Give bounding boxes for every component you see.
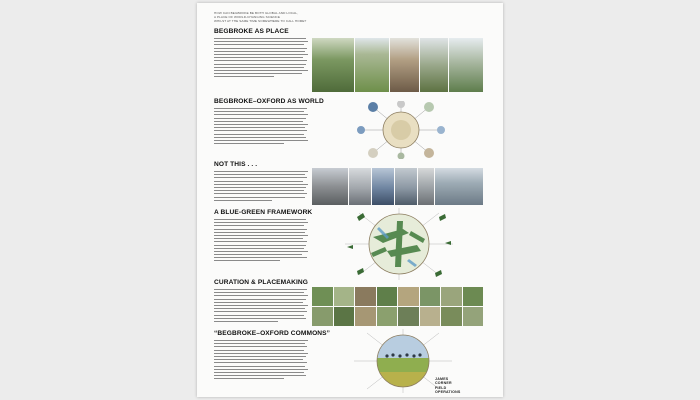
place-photo bbox=[355, 38, 389, 92]
place-photo bbox=[312, 38, 354, 92]
section-framework bbox=[214, 209, 313, 264]
section-title: CURATION & PLACEMAKING bbox=[214, 279, 309, 286]
section-curation bbox=[214, 279, 310, 324]
section-body bbox=[214, 108, 310, 144]
section-title: “BEGBROKE–OXFORD COMMONS” bbox=[214, 330, 331, 337]
section-world bbox=[214, 98, 324, 146]
framework-diagram bbox=[343, 207, 455, 281]
curation-photo bbox=[441, 287, 462, 306]
curation-photo bbox=[441, 307, 462, 326]
world-satellite-circle bbox=[368, 102, 378, 112]
intro-text bbox=[214, 11, 314, 23]
section-body bbox=[214, 219, 310, 261]
section-body bbox=[214, 38, 310, 77]
section-commons bbox=[214, 330, 331, 381]
intro-line: A PLACE OF WORLD-CHANGING SCIENCE bbox=[214, 15, 281, 19]
place-photo bbox=[390, 38, 420, 92]
not-this-photo bbox=[418, 168, 434, 205]
section-body bbox=[214, 340, 310, 379]
curation-photo bbox=[420, 287, 441, 306]
intro-line: HOW CAN BEGBROKE BE BOTH GLOBAL AND LOCAL, bbox=[214, 11, 299, 15]
not-this-photo bbox=[349, 168, 371, 205]
not-this-photo-strip bbox=[312, 168, 483, 205]
section-title: BEGBROKE AS PLACE bbox=[214, 28, 289, 35]
curation-photo bbox=[420, 307, 441, 326]
curation-photo bbox=[463, 287, 484, 306]
curation-photo bbox=[463, 307, 484, 326]
not-this-photo bbox=[312, 168, 348, 205]
curation-photo bbox=[312, 307, 333, 326]
section-body bbox=[214, 289, 310, 322]
section-title: BEGBROKE–OXFORD AS WORLD bbox=[214, 98, 324, 105]
curation-photo bbox=[312, 287, 333, 306]
intro-line: WHILST AT THE SAME TIME SOMEWHERE TO CALL HOME? bbox=[214, 19, 307, 23]
curation-photo bbox=[334, 307, 355, 326]
section-title: A BLUE-GREEN FRAMEWORK bbox=[214, 209, 313, 216]
curation-photo bbox=[355, 307, 376, 326]
place-photo-strip bbox=[312, 38, 483, 92]
section-title: NOT THIS . . . bbox=[214, 161, 258, 168]
section-place bbox=[214, 28, 310, 79]
logo-line: CORNER bbox=[435, 381, 452, 386]
section-body bbox=[214, 171, 310, 201]
poster bbox=[197, 3, 503, 397]
world-diagram bbox=[357, 101, 445, 159]
curation-photo bbox=[334, 287, 355, 306]
curation-photo bbox=[377, 287, 398, 306]
section-not-this bbox=[214, 161, 310, 203]
not-this-photo bbox=[435, 168, 483, 205]
not-this-photo bbox=[395, 168, 417, 205]
curation-photo bbox=[355, 287, 376, 306]
not-this-photo bbox=[372, 168, 394, 205]
commons-circle bbox=[373, 333, 433, 392]
firm-logo bbox=[435, 377, 461, 395]
place-photo bbox=[449, 38, 483, 92]
logo-line: FIELD bbox=[435, 385, 447, 390]
place-photo bbox=[420, 38, 448, 92]
curation-photo bbox=[377, 307, 398, 326]
logo-line: JAMES bbox=[435, 377, 449, 381]
logo-line: OPERATIONS bbox=[435, 390, 461, 395]
curation-photo bbox=[398, 307, 419, 326]
curation-photo-grid bbox=[312, 287, 483, 326]
curation-photo bbox=[398, 287, 419, 306]
